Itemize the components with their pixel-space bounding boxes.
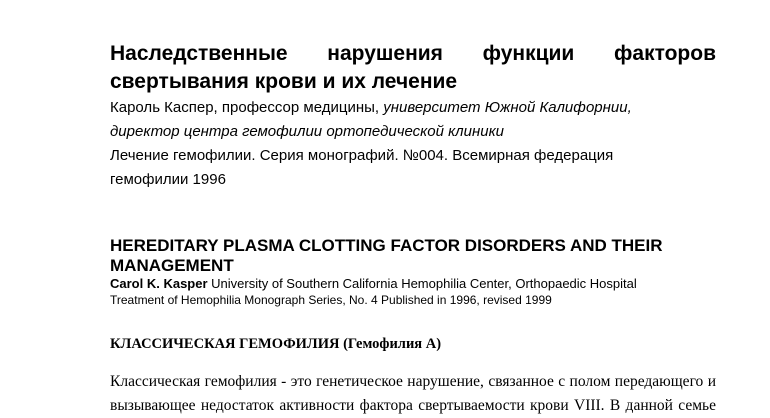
russian-affiliation-university: университет Южной Калифорнии, xyxy=(383,99,632,116)
russian-affiliation-clinic: директор центра гемофилии ортопедической клиники xyxy=(110,123,505,140)
english-author-line xyxy=(110,276,716,292)
section-heading: КЛАССИЧЕСКАЯ ГЕМОФИЛИЯ (Гемофилия А) xyxy=(110,336,442,352)
english-author-name: Carol K. Kasper xyxy=(110,276,208,291)
russian-title: Наследственные нарушения функции факторов свертывания крови и их лечение xyxy=(110,42,716,93)
english-author-affiliation: University of Southern California Hemophilia Center, Orthopaedic Hospital xyxy=(207,276,637,291)
english-title: HEREDITARY PLASMA CLOTTING FACTOR DISORDERS AND THEIR MANAGEMENT xyxy=(110,236,663,275)
russian-series: Лечение гемофилии. Серия монографий. №004. Всемирная федерация гемофилии 1996 xyxy=(110,147,614,188)
russian-author-line xyxy=(110,96,716,120)
english-series: Treatment of Hemophilia Monograph Series, No. 4 Published in 1996, revised 1999 xyxy=(110,293,552,307)
russian-affiliation-line xyxy=(110,120,716,144)
document-page xyxy=(110,40,716,418)
section-paragraph: Классическая гемофилия - это генетическое нарушение, связанное с полом передающего и вызывающее недостаток активности фактора свертываемости крови VIII. В данной семье xyxy=(110,373,716,414)
russian-author: Кароль Каспер, профессор медицины, xyxy=(110,99,384,116)
